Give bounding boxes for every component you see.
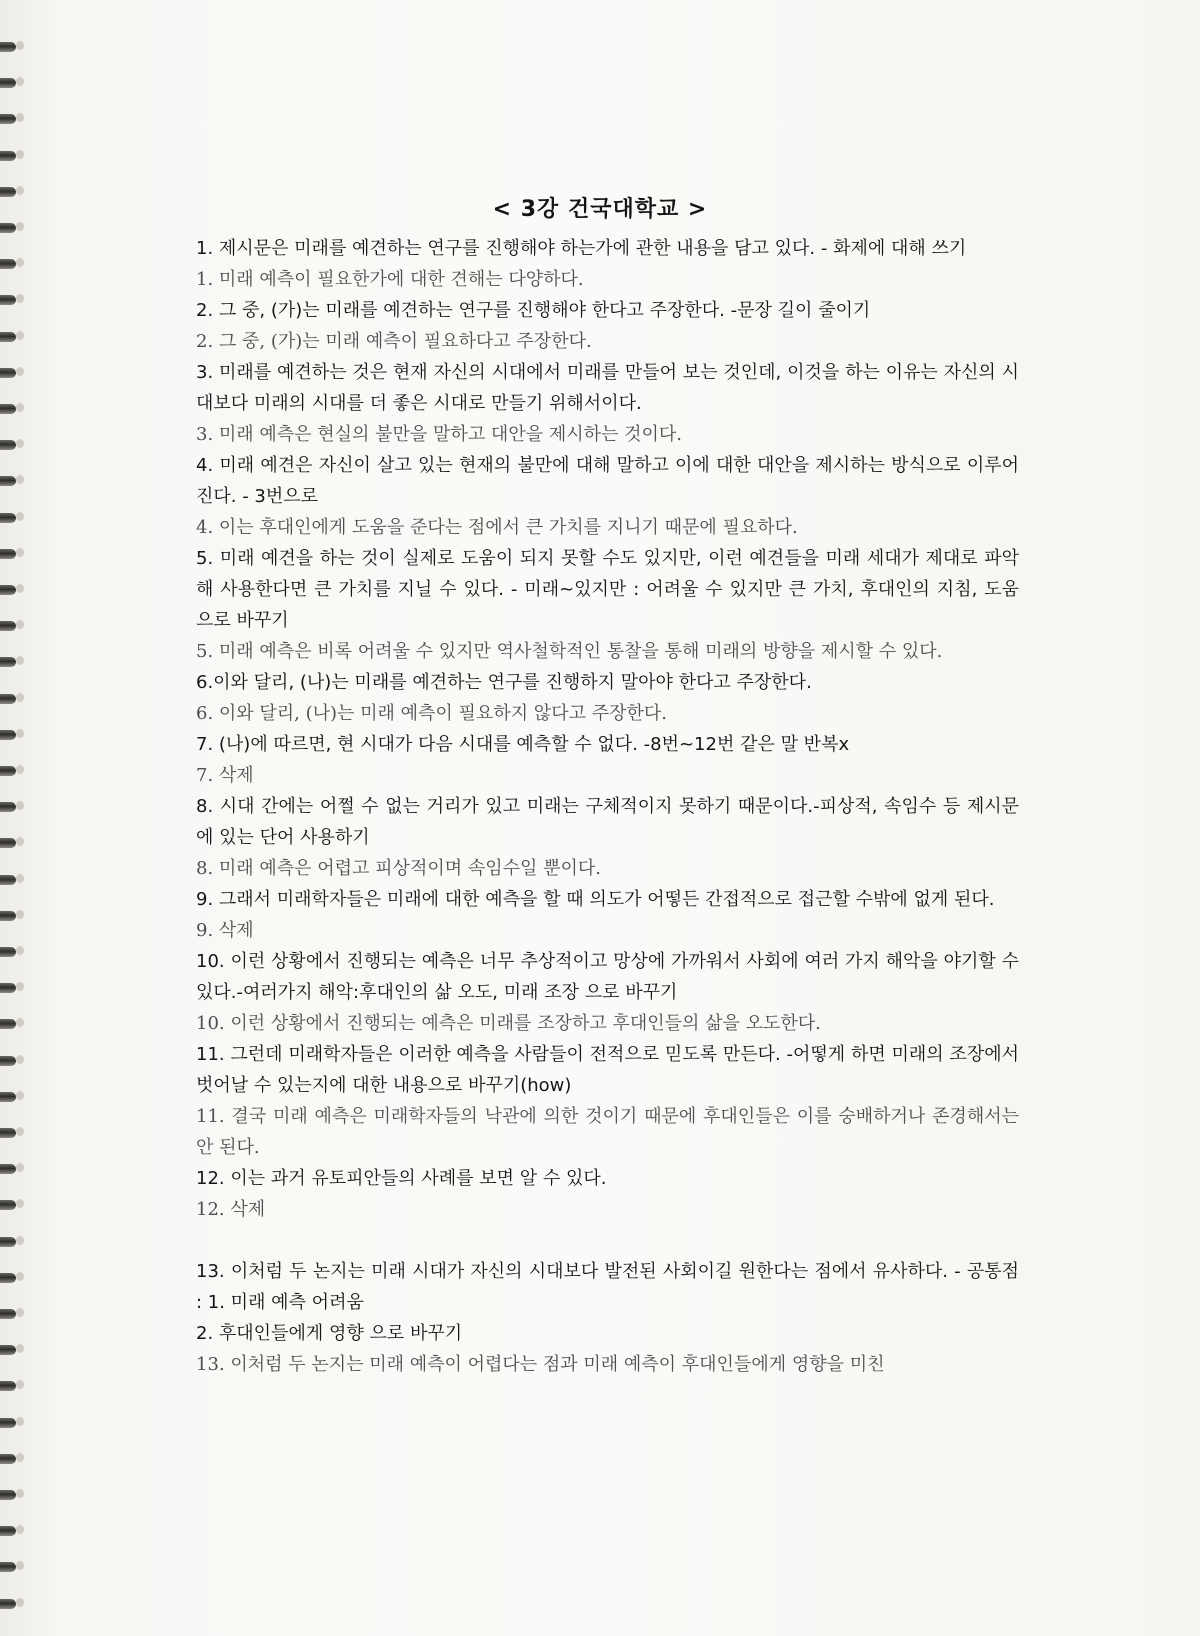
binding-hole [16, 475, 24, 484]
paragraph-revised-9: 9. 삭제 [196, 920, 254, 941]
spiral-ring [0, 694, 16, 704]
paragraph-original-6: 6.이와 달리, (나)는 미래를 예견하는 연구를 진행하지 말아야 한다고 주장한다. [196, 672, 812, 693]
spiral-ring [0, 802, 16, 812]
binding-hole [16, 1489, 24, 1498]
paragraph-revised-1: 1. 미래 예측이 필요한가에 대한 견해는 다양하다. [196, 269, 584, 290]
paragraph-revised-11: 11. 결국 미래 예측은 미래학자들의 낙관에 의한 것이기 때문에 후대인들은 이를 숭배하거나 존경해서는 안 된다. [196, 1106, 1019, 1158]
binding-hole [16, 1272, 24, 1281]
paragraph-revised-4: 4. 이는 후대인에게 도움을 준다는 점에서 큰 가치를 지니기 때문에 필요하다. [196, 517, 798, 538]
paragraph-revised-3: 3. 미래 예측은 현실의 불만을 말하고 대안을 제시하는 것이다. [196, 424, 682, 445]
spiral-ring [0, 440, 16, 450]
spiral-ring [0, 730, 16, 740]
paragraph-original-13: 13. 이처럼 두 논지는 미래 시대가 자신의 시대보다 발전된 사회이길 원한다는 점에서 유사하다. - 공통점 : 1. 미래 예측 어려움 [196, 1261, 1019, 1313]
spiral-ring [0, 1309, 16, 1319]
binding-hole [16, 367, 24, 376]
paragraph-original-8: 8. 시대 간에는 어쩔 수 없는 거리가 있고 미래는 구체적이지 못하기 때문이다.-피상적, 속임수 등 제시문에 있는 단어 사용하기 [196, 796, 1019, 848]
spiral-ring [0, 1237, 16, 1247]
binding-hole [16, 1344, 24, 1353]
spiral-ring [0, 1092, 16, 1102]
paragraph-revised-13: 13. 이처럼 두 논지는 미래 예측이 어렵다는 점과 미래 예측이 후대인들에게 영향을 미친 [196, 1354, 885, 1375]
spiral-ring [0, 476, 16, 486]
binding-hole [16, 113, 24, 122]
paragraph-original-1: 1. 제시문은 미래를 예견하는 연구를 진행해야 하는가에 관한 내용을 담고 있다. - 화제에 대해 쓰기 [196, 238, 967, 259]
binding-hole [16, 1525, 24, 1534]
paragraph-revised-12: 12. 삭제 [196, 1199, 266, 1220]
spiral-ring [0, 1200, 16, 1210]
spiral-ring [0, 983, 16, 993]
spiral-ring [0, 838, 16, 848]
page-title: < 3강 건국대학교 > [492, 197, 708, 222]
spiral-ring [0, 368, 16, 378]
binding-hole [16, 294, 24, 303]
binding-hole [16, 1598, 24, 1607]
spiral-ring [0, 766, 16, 776]
spiral-ring [0, 78, 16, 88]
binding-hole [16, 1163, 24, 1172]
binding-hole [16, 656, 24, 665]
paragraph-original-5: 5. 미래 예견을 하는 것이 실제로 도움이 되지 못할 수도 있지만, 이런 예견들을 미래 세대가 제대로 파악해 사용한다면 큰 가치를 지닐 수 있다. - 미래~있지만 : 어려울 수 있지만 큰 가치, 후대인의 지침, 도움 으로 바꾸기 [196, 548, 1019, 631]
binding-hole [16, 801, 24, 810]
spiral-binding [0, 0, 30, 1636]
paragraph-original-2: 2. 그 중, (가)는 미래를 예견하는 연구를 진행해야 한다고 주장한다. -문장 길이 줄이기 [196, 300, 871, 321]
spiral-ring [0, 513, 16, 523]
binding-hole [16, 837, 24, 846]
binding-hole [16, 222, 24, 231]
spiral-ring [0, 947, 16, 957]
spiral-ring [0, 223, 16, 233]
spiral-ring [0, 1019, 16, 1029]
paragraph-original-10: 10. 이런 상황에서 진행되는 예측은 너무 추상적이고 망상에 가까워서 사회에 여러 가지 해악을 야기할 수 있다.-여러가지 해악:후대인의 삶 오도, 미래 조장 으로 바꾸기 [196, 951, 1019, 1003]
spiral-ring [0, 621, 16, 631]
spiral-ring [0, 151, 16, 161]
spiral-ring [0, 549, 16, 559]
paragraph-revised-2: 2. 그 중, (가)는 미래 예측이 필요하다고 주장한다. [196, 331, 592, 352]
binding-hole [16, 946, 24, 955]
binding-hole [16, 77, 24, 86]
spiral-ring [0, 875, 16, 885]
binding-hole [16, 258, 24, 267]
paragraph-original-4: 4. 미래 예견은 자신이 살고 있는 현재의 불만에 대해 말하고 이에 대한 대안을 제시하는 방식으로 이루어진다. - 3번으로 [196, 455, 1019, 507]
spiral-ring [0, 1454, 16, 1464]
spiral-ring [0, 657, 16, 667]
spiral-ring [0, 1273, 16, 1283]
binding-hole [16, 1453, 24, 1462]
paragraph-revised-8: 8. 미래 예측은 어렵고 피상적이며 속임수일 뿐이다. [196, 858, 601, 879]
binding-hole [16, 331, 24, 340]
spiral-ring [0, 1490, 16, 1500]
spiral-ring [0, 1345, 16, 1355]
spiral-ring [0, 1056, 16, 1066]
binding-hole [16, 584, 24, 593]
spiral-ring [0, 1128, 16, 1138]
paragraph-original-9: 9. 그래서 미래학자들은 미래에 대한 예측을 할 때 의도가 어떻든 간접적으로 접근할 수밖에 없게 된다. [196, 889, 995, 910]
binding-hole [16, 1127, 24, 1136]
binding-hole [16, 693, 24, 702]
spiral-ring [0, 259, 16, 269]
spiral-ring [0, 1599, 16, 1609]
binding-hole [16, 874, 24, 883]
spiral-ring [0, 404, 16, 414]
binding-hole [16, 150, 24, 159]
binding-hole [16, 982, 24, 991]
binding-hole [16, 1236, 24, 1245]
paragraph-revised-10: 10. 이런 상황에서 진행되는 예측은 미래를 조장하고 후대인들의 삶을 오도한다. [196, 1013, 821, 1034]
spiral-ring [0, 1562, 16, 1572]
binding-hole [16, 1380, 24, 1389]
spiral-ring [0, 1526, 16, 1536]
spiral-ring [0, 114, 16, 124]
paragraph-revised-7: 7. 삭제 [196, 765, 254, 786]
spiral-ring [0, 1164, 16, 1174]
paragraph-original-7: 7. (나)에 따르면, 현 시대가 다음 시대를 예측할 수 없다. -8번~12번 같은 말 반복x [196, 734, 850, 755]
binding-hole [16, 403, 24, 412]
binding-hole [16, 548, 24, 557]
binding-hole [16, 1055, 24, 1064]
paragraph-original-12: 12. 이는 과거 유토피안들의 사례를 보면 알 수 있다. [196, 1168, 607, 1189]
essay-body [196, 233, 1019, 1380]
paragraph-revised-6: 6. 이와 달리, (나)는 미래 예측이 필요하지 않다고 주장한다. [196, 703, 667, 724]
binding-hole [16, 1417, 24, 1426]
binding-hole [16, 1091, 24, 1100]
spiral-ring [0, 42, 16, 52]
binding-hole [16, 620, 24, 629]
blank-line [196, 1225, 1019, 1256]
spiral-ring [0, 1381, 16, 1391]
binding-hole [16, 1561, 24, 1570]
binding-hole [16, 1018, 24, 1027]
binding-hole [16, 41, 24, 50]
binding-hole [16, 1308, 24, 1317]
binding-hole [16, 1199, 24, 1208]
binding-hole [16, 729, 24, 738]
spiral-ring [0, 332, 16, 342]
paragraph-original-3: 3. 미래를 예견하는 것은 현재 자신의 시대에서 미래를 만들어 보는 것인데, 이것을 하는 이유는 자신의 시대보다 미래의 시대를 더 좋은 시대로 만들기 위해서이다. [196, 362, 1019, 414]
binding-hole [16, 910, 24, 919]
paragraph-original-13-note: 2. 후대인들에게 영향 으로 바꾸기 [196, 1323, 463, 1344]
binding-hole [16, 439, 24, 448]
binding-hole [16, 512, 24, 521]
spiral-ring [0, 911, 16, 921]
paragraph-revised-5: 5. 미래 예측은 비록 어려울 수 있지만 역사철학적인 통찰을 통해 미래의 방향을 제시할 수 있다. [196, 641, 943, 662]
paragraph-original-11: 11. 그런데 미래학자들은 이러한 예측을 사람들이 전적으로 믿도록 만든다. -어떻게 하면 미래의 조장에서 벗어날 수 있는지에 대한 내용으로 바꾸기(how) [196, 1044, 1019, 1096]
spiral-ring [0, 295, 16, 305]
spiral-ring [0, 585, 16, 595]
binding-hole [16, 765, 24, 774]
spiral-ring [0, 1418, 16, 1428]
